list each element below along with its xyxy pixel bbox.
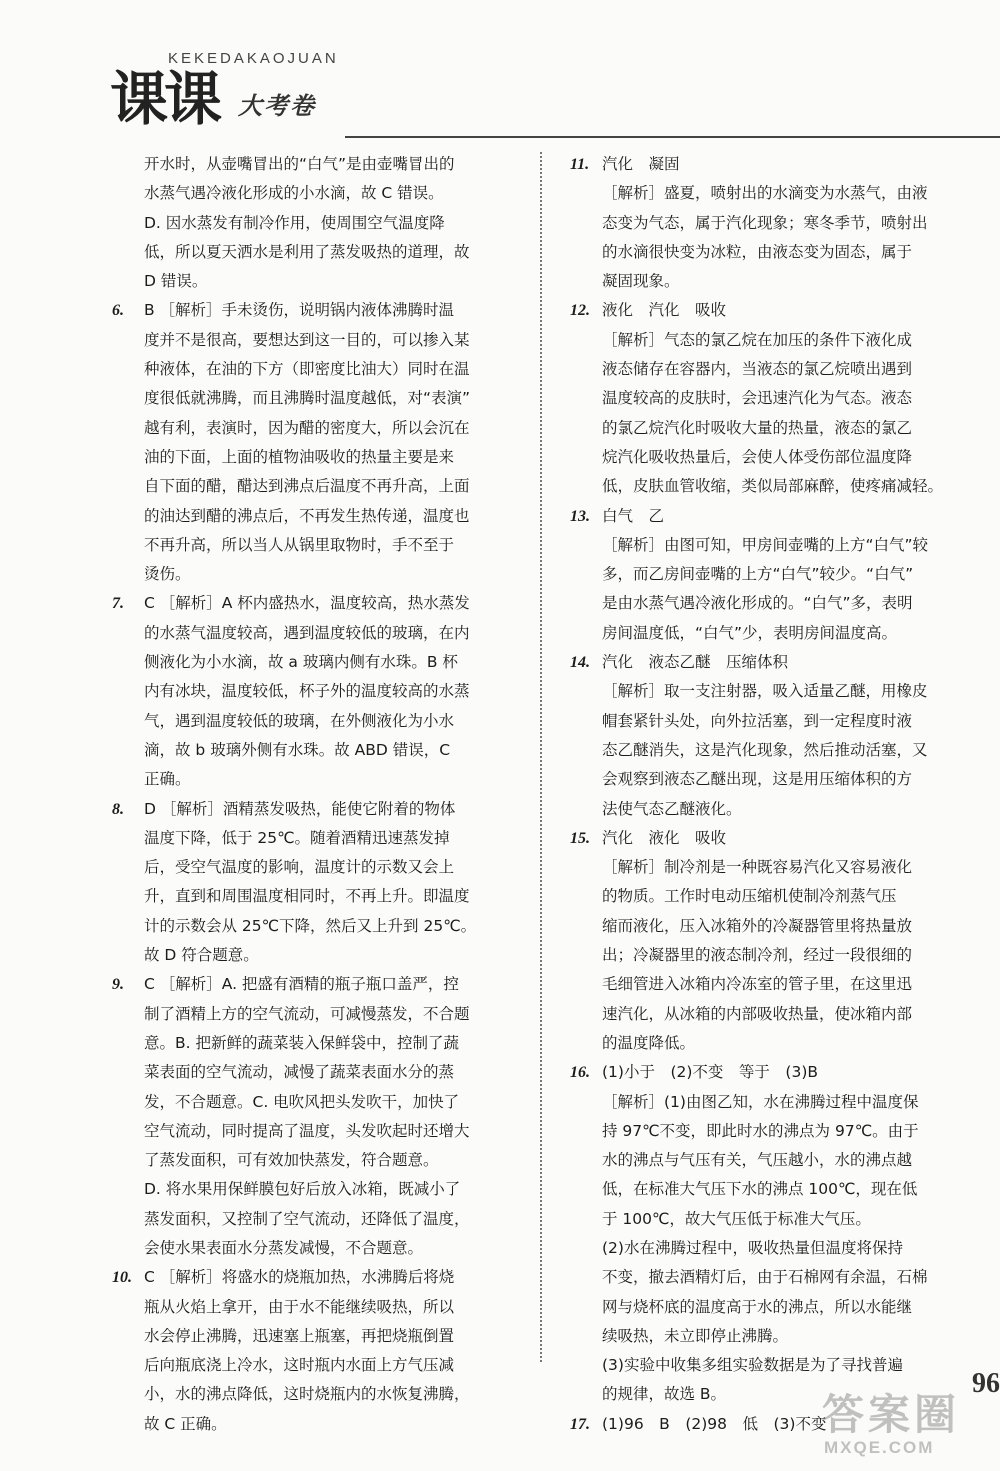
text-line: (2)水在沸腾过程中，吸收热量但温度将保持 bbox=[602, 1238, 903, 1257]
text-line: 后向瓶底浇上冷水，这时瓶内水面上方气压减 bbox=[144, 1356, 455, 1375]
text-line: 小，水的沸点降低，这时烧瓶内的水恢复沸腾， bbox=[144, 1385, 470, 1404]
text-line: 意。B. 把新鲜的蔬菜装入保鲜袋中，控制了蔬 bbox=[144, 1033, 459, 1052]
text-line: 白气 乙 bbox=[602, 506, 665, 525]
text-line: ［解析］(1)由图乙知，水在沸腾过程中温度保 bbox=[602, 1092, 919, 1111]
text-line: ［解析］制冷剂是一种既容易汽化又容易液化 bbox=[602, 858, 913, 877]
text-line: 侧液化为小水滴，故 a 玻璃内侧有水珠。B 杯 bbox=[144, 653, 458, 672]
text-line: 出；冷凝器里的液态制冷剂，经过一段很细的 bbox=[602, 946, 913, 965]
text-line: 态乙醚消失，这是汽化现象，然后推动活塞，又 bbox=[602, 740, 928, 759]
brand-logo: 课课 bbox=[110, 65, 219, 133]
text-line: 会观察到液态乙醚出现，这是用压缩体积的方 bbox=[602, 770, 913, 789]
item-number: 11. bbox=[570, 156, 590, 173]
text-line: 水的沸点与气压有关，气压越小，水的沸点越 bbox=[602, 1151, 913, 1170]
text-line: 续吸热，未立即停止沸腾。 bbox=[602, 1326, 789, 1345]
text-line: 的温度降低。 bbox=[602, 1033, 696, 1052]
text-line: 制了酒精上方的空气流动，可减慢蒸发，不合题 bbox=[144, 1004, 470, 1023]
text-line: 度很低就沸腾，而且沸腾时温度越低，对“表演” bbox=[144, 389, 471, 408]
item-number: 6. bbox=[112, 302, 124, 320]
text-line: 汽化 凝固 bbox=[602, 155, 680, 173]
text-line: 不再升高，所以当人从锅里取物时，手不至于 bbox=[144, 535, 455, 554]
text-line: 烷汽化吸收热量后，会使人体受伤部位温度降 bbox=[602, 447, 913, 466]
text-line: D 错误。 bbox=[144, 272, 208, 291]
text-line: (1)96 B (2)98 低 (3)不变 bbox=[602, 1414, 827, 1433]
text-line: 毛细管进入冰箱内冷冻室的管子里，在这里迅 bbox=[602, 975, 913, 994]
text-line: 低，所以夏天洒水是利用了蒸发吸热的道理，故 bbox=[144, 242, 470, 261]
answer-item bbox=[112, 296, 527, 589]
text-line: 升，直到和周围温度相同时，不再上升。即温度 bbox=[144, 887, 470, 906]
text-line: 正确。 bbox=[144, 770, 191, 789]
text-line: 计的示数会从 25℃下降，然后又上升到 25℃。 bbox=[144, 916, 477, 935]
answer-item bbox=[570, 502, 968, 648]
text-line: 故 C 正确。 bbox=[144, 1414, 227, 1433]
text-line: 菜表面的空气流动，减慢了蔬菜表面水分的蒸 bbox=[144, 1063, 455, 1082]
text-line: 凝固现象。 bbox=[602, 272, 680, 291]
text-line: 度并不是很高，要想达到这一目的，可以掺入某 bbox=[144, 330, 470, 349]
text-line: 持 97℃不变，即此时水的沸点为 97℃。由于 bbox=[602, 1121, 919, 1140]
text-line: 发，不合题意。C. 电吹风把头发吹干，加快了 bbox=[144, 1092, 460, 1111]
answer-item bbox=[112, 970, 527, 1263]
text-line: 油的下面，上面的植物油吸收的热量主要是来 bbox=[144, 447, 455, 466]
text-line: 瓶从火焰上拿开，由于水不能继续吸热，所以 bbox=[144, 1297, 455, 1316]
answer-item bbox=[112, 1263, 527, 1439]
text-line: 温度较高的皮肤时，会迅速汽化为气态。液态 bbox=[602, 389, 913, 408]
answer-item bbox=[112, 589, 527, 794]
text-line: 蒸发面积，又控制了空气流动，还降低了温度， bbox=[144, 1209, 470, 1228]
watermark-url: MXQE.COM bbox=[824, 1438, 935, 1457]
text-line: (1)小于 (2)不变 等于 (3)B bbox=[602, 1063, 819, 1082]
text-line: 后，受空气温度的影响，温度计的示数又会上 bbox=[144, 858, 455, 877]
text-line: 多，而乙房间壶嘴的上方“白气”较少。“白气” bbox=[602, 565, 914, 584]
text-line: 是由水蒸气遇冷液化形成的。“白气”多，表明 bbox=[602, 594, 913, 613]
item-number: 16. bbox=[570, 1064, 590, 1082]
text-line: 的水蒸气温度较高，遇到温度较低的玻璃，在内 bbox=[144, 623, 470, 642]
text-line: 低，在标准大气压下水的沸点 100℃，现在低 bbox=[602, 1180, 918, 1199]
column-divider bbox=[540, 152, 542, 1362]
text-line: 态变为气态，属于汽化现象；寒冬季节，喷射出 bbox=[602, 213, 928, 232]
text-line: 滴，故 b 玻璃外侧有水珠。故 ABD 错误，C bbox=[144, 740, 451, 759]
item-number: 10. bbox=[112, 1269, 132, 1287]
item-number: 13. bbox=[570, 507, 590, 525]
text-line: 于 100℃，故大气压低于标准大气压。 bbox=[602, 1209, 871, 1228]
brand-subtitle: 大考卷 bbox=[238, 91, 316, 120]
answer-item bbox=[570, 1058, 968, 1410]
text-line: 的规律，故选 B。 bbox=[602, 1385, 727, 1404]
text-line: 开水时，从壶嘴冒出的“白气”是由壶嘴冒出的 bbox=[144, 155, 455, 173]
item-number: 14. bbox=[570, 654, 590, 672]
text-line: 汽化 液态乙醚 压缩体积 bbox=[602, 653, 789, 672]
text-line: D. 因水蒸发有制冷作用，使周围空气温度降 bbox=[144, 213, 445, 232]
text-line: 液化 汽化 吸收 bbox=[602, 301, 727, 320]
left-answer-column bbox=[112, 150, 527, 1439]
item-number: 15. bbox=[570, 829, 590, 847]
text-line: 水蒸气遇冷液化形成的小水滴，故 C 错误。 bbox=[144, 184, 444, 203]
page-number: 96 bbox=[972, 1368, 1000, 1399]
text-line: D ［解析］酒精蒸发吸热，能使它附着的物体 bbox=[144, 799, 456, 818]
text-line: 会使水果表面水分蒸发减慢，不合题意。 bbox=[144, 1238, 424, 1257]
text-line: B ［解析］手未烫伤，说明锅内液体沸腾时温 bbox=[144, 301, 455, 320]
text-line: 烫伤。 bbox=[144, 565, 191, 584]
text-line: 了蒸发面积，可有效加快蒸发，符合题意。 bbox=[144, 1151, 439, 1170]
text-line: C ［解析］A 杯内盛热水，温度较高，热水蒸发 bbox=[144, 594, 470, 613]
text-line: (3)实验中收集多组实验数据是为了寻找普遍 bbox=[602, 1356, 903, 1375]
header-rule bbox=[345, 136, 1000, 138]
page-header bbox=[0, 0, 1000, 140]
text-line: 的氯乙烷汽化时吸收大量的热量，液态的氯乙 bbox=[602, 418, 913, 437]
text-line: 空气流动，同时提高了温度，头发吹起时还增大 bbox=[144, 1121, 470, 1140]
text-line: ［解析］取一支注射器，吸入适量乙醚，用橡皮 bbox=[602, 682, 928, 701]
answer-item bbox=[570, 150, 968, 296]
text-line: ［解析］由图可知，甲房间壶嘴的上方“白气”较 bbox=[602, 535, 929, 554]
text-line: 气，遇到温度较低的玻璃，在外侧液化为小水 bbox=[144, 711, 455, 730]
text-line: 自下面的醋，醋达到沸点后温度不再升高，上面 bbox=[144, 477, 470, 496]
text-line: ［解析］气态的氯乙烷在加压的条件下液化成 bbox=[602, 330, 913, 349]
text-line: 温度下降，低于 25℃。随着酒精迅速蒸发掉 bbox=[144, 828, 450, 847]
text-line: C ［解析］将盛水的烧瓶加热，水沸腾后将烧 bbox=[144, 1268, 455, 1287]
item-number: 12. bbox=[570, 302, 590, 320]
text-line: ［解析］盛夏，喷射出的水滴变为水蒸气，由液 bbox=[602, 184, 928, 203]
item-number: 17. bbox=[570, 1415, 590, 1433]
text-line: C ［解析］A. 把盛有酒精的瓶子瓶口盖严，控 bbox=[144, 975, 459, 994]
answer-item bbox=[112, 795, 527, 971]
text-line: 的水滴很快变为冰粒，由液态变为固态，属于 bbox=[602, 242, 913, 261]
item-number: 7. bbox=[112, 595, 124, 613]
text-line: 速汽化，从冰箱的内部吸收热量，使冰箱内部 bbox=[602, 1004, 913, 1023]
answer-item bbox=[570, 296, 968, 501]
text-line: 汽化 液化 吸收 bbox=[602, 828, 727, 847]
answer-item bbox=[570, 648, 968, 824]
text-line: 低，皮肤血管收缩，类似局部麻醉，使疼痛减轻。 bbox=[602, 477, 944, 496]
text-line: 缩而液化，压入冰箱外的冷凝器管里将热量放 bbox=[602, 916, 913, 935]
watermark-text: 答案圈 bbox=[822, 1390, 961, 1439]
text-line: 房间温度低，“白气”少，表明房间温度高。 bbox=[602, 623, 898, 642]
text-line: 帽套紧针头处，向外拉活塞，到一定程度时液 bbox=[602, 711, 913, 730]
text-line: 网与烧杯底的温度高于水的沸点，所以水能继 bbox=[602, 1297, 913, 1316]
text-line: 法使气态乙醚液化。 bbox=[602, 799, 742, 818]
answer-item bbox=[570, 824, 968, 1058]
right-answer-column bbox=[570, 150, 968, 1439]
watermark bbox=[822, 1382, 992, 1462]
text-line: 不变，撤去酒精灯后，由于石棉网有余温，石棉 bbox=[602, 1268, 928, 1287]
item-number: 9. bbox=[112, 976, 124, 994]
text-line: 的油达到醋的沸点后，不再发生热传递，温度也 bbox=[144, 506, 470, 525]
text-line: 种液体，在油的下方（即密度比油大）同时在温 bbox=[144, 360, 470, 379]
text-line: 水会停止沸腾，迅速塞上瓶塞，再把烧瓶倒置 bbox=[144, 1326, 455, 1345]
answer-item bbox=[112, 150, 527, 296]
item-number: 8. bbox=[112, 800, 124, 818]
text-line: 故 D 符合题意。 bbox=[144, 946, 259, 965]
text-line: 液态储存在容器内，当液态的氯乙烷喷出遇到 bbox=[602, 360, 913, 379]
text-line: D. 将水果用保鲜膜包好后放入冰箱，既减小了 bbox=[144, 1180, 461, 1199]
text-line: 的物质。工作时电动压缩机使制冷剂蒸气压 bbox=[602, 887, 897, 906]
text-line: 内有冰块，温度较低，杯子外的温度较高的水蒸 bbox=[144, 682, 470, 701]
brand-latin-text: KEKEDAKAOJUAN bbox=[168, 50, 339, 67]
text-line: 越有利，表演时，因为醋的密度大，所以会沉在 bbox=[144, 418, 470, 437]
